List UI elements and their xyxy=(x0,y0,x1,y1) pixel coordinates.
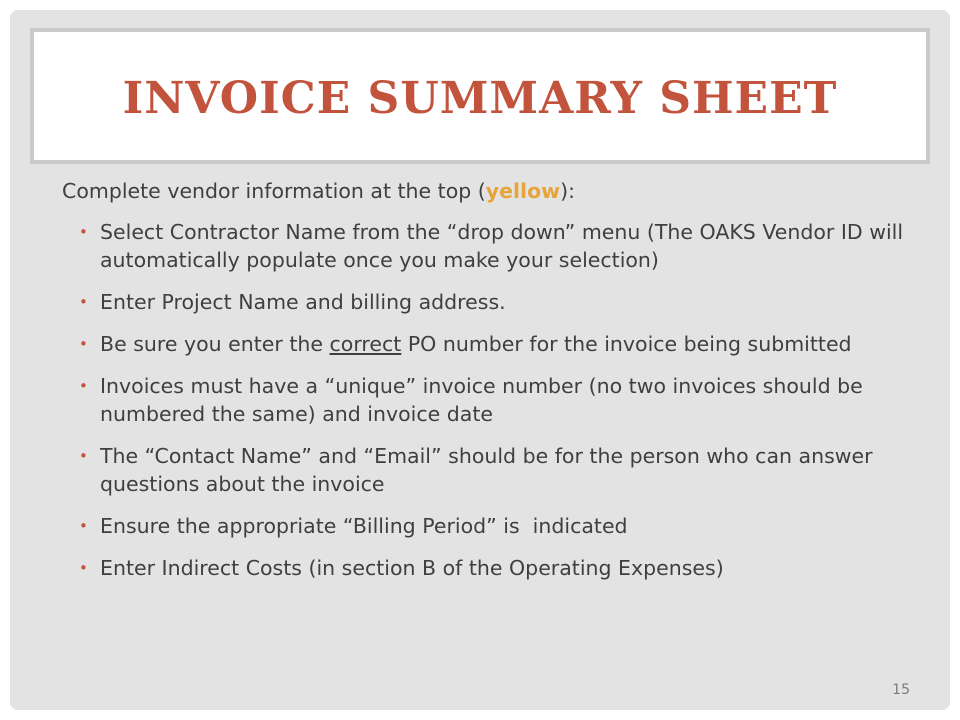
bullet-item-indirect-costs xyxy=(62,554,932,582)
title-area xyxy=(42,40,918,152)
slide-body xyxy=(62,176,932,596)
bullet-text-before: Be sure you enter the xyxy=(100,332,330,356)
intro-text xyxy=(62,176,932,206)
bullet-item-contact xyxy=(62,442,932,498)
bullet-text: Enter Indirect Costs (in section B of the Operating Expenses) xyxy=(100,556,724,580)
bullet-text: Invoices must have a “unique” invoice number (no two invoices should be numbered the same) and invoice date xyxy=(100,374,863,426)
bullet-text: Select Contractor Name from the “drop down” menu (The OAKS Vendor ID will automatically populate once you make your selection) xyxy=(100,220,904,272)
bullet-icon: • xyxy=(79,335,88,353)
bullet-list xyxy=(62,218,932,582)
bullet-icon: • xyxy=(79,559,88,577)
bullet-item-billing-period xyxy=(62,512,932,540)
bullet-text: Ensure the appropriate “Billing Period” is indicated xyxy=(100,514,628,538)
bullet-icon: • xyxy=(79,223,88,241)
slide-title: INVOICE SUMMARY SHEET xyxy=(122,72,838,124)
bullet-icon: • xyxy=(79,293,88,311)
intro-highlight-yellow: yellow xyxy=(485,179,561,203)
bullet-item-po-number xyxy=(62,330,932,358)
bullet-icon: • xyxy=(79,517,88,535)
slide xyxy=(10,10,950,710)
bullet-item-project-name xyxy=(62,288,932,316)
bullet-item-unique-invoice xyxy=(62,372,932,428)
bullet-item-contractor xyxy=(62,218,932,274)
bullet-text: The “Contact Name” and “Email” should be for the person who can answer questions about the invoice xyxy=(100,444,873,496)
bullet-text: Enter Project Name and billing address. xyxy=(100,290,506,314)
intro-after: ): xyxy=(560,179,576,203)
slide-number: 15 xyxy=(892,682,910,698)
bullet-icon: • xyxy=(79,377,88,395)
bullet-text-underlined: correct xyxy=(329,332,402,356)
intro-before: Complete vendor information at the top ( xyxy=(62,179,486,203)
title-frame xyxy=(30,28,930,164)
bullet-icon: • xyxy=(79,447,88,465)
bullet-text-after: PO number for the invoice being submitted xyxy=(401,332,852,356)
